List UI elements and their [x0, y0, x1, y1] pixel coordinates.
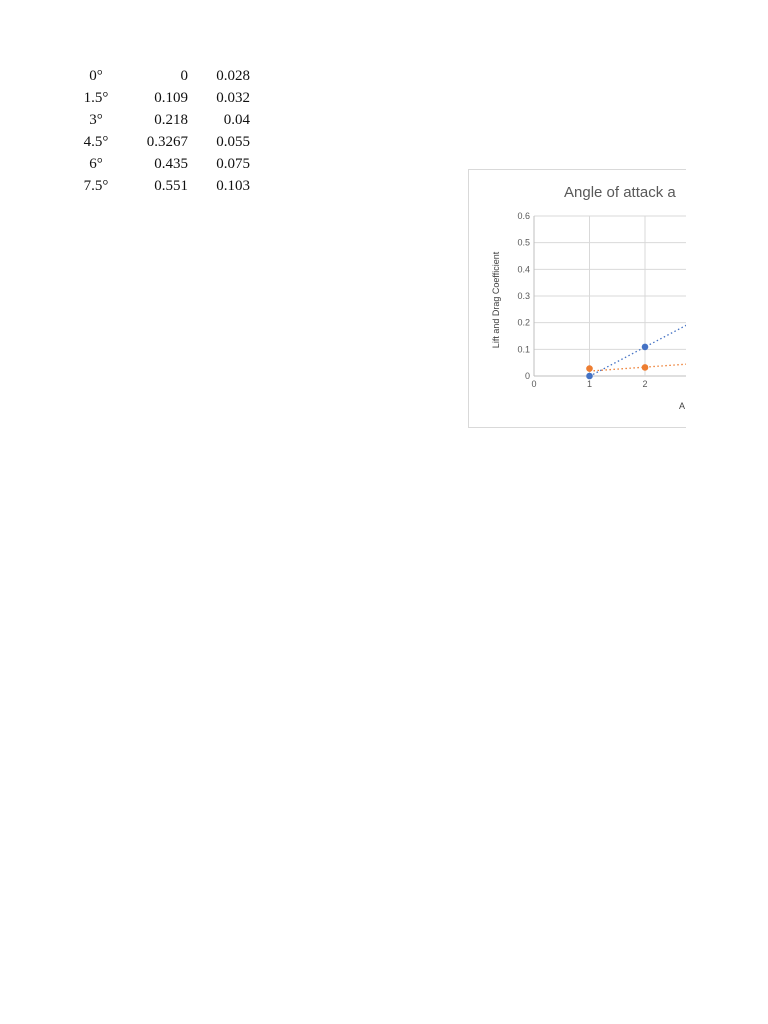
y-tick-label: 0.5 [517, 237, 530, 248]
chart-gridlines [534, 216, 686, 376]
series-0-trendline [590, 230, 687, 376]
y-tick-label: 0.2 [517, 317, 530, 328]
table-row [74, 65, 250, 87]
y-tick-label: 0.6 [517, 211, 530, 221]
angle-cell[interactable]: 7.5° [83, 178, 109, 194]
drag-cell[interactable]: 0.028 [216, 68, 250, 84]
x-tick-label: 2 [642, 379, 648, 389]
y-axis-title: Lift and Drag Coefficient [491, 251, 501, 349]
chart-tick-labels [517, 211, 647, 389]
x-tick-label: 0 [531, 379, 537, 389]
drag-cell[interactable]: 0.04 [223, 112, 250, 128]
chart-svg [469, 170, 686, 428]
lift-cell[interactable]: 0.3267 [146, 134, 188, 150]
angle-cell[interactable]: 1.5° [83, 90, 109, 106]
table-row [74, 153, 250, 175]
chart-title: Angle of attack a [564, 184, 676, 201]
y-tick-label: 0.3 [517, 291, 530, 301]
series-0-point[interactable] [586, 373, 593, 380]
angle-cell[interactable]: 4.5° [83, 134, 109, 150]
table-row [74, 175, 250, 197]
data-table-body [74, 65, 250, 197]
lift-cell[interactable]: 0.435 [154, 156, 188, 172]
table-row [74, 131, 250, 153]
lift-cell[interactable]: 0 [180, 68, 188, 84]
chart-series [586, 226, 686, 380]
lift-cell[interactable]: 0.109 [154, 90, 188, 106]
drag-cell[interactable]: 0.055 [216, 134, 250, 150]
series-0-point[interactable] [642, 344, 649, 351]
x-tick-label: 1 [586, 379, 593, 389]
drag-cell[interactable]: 0.032 [216, 90, 250, 106]
drag-cell[interactable]: 0.075 [216, 156, 250, 172]
chart-container[interactable] [468, 169, 686, 428]
lift-cell[interactable]: 0.551 [154, 178, 188, 194]
angle-cell[interactable]: 6° [89, 156, 103, 172]
drag-cell[interactable]: 0.103 [216, 178, 250, 194]
data-table [74, 65, 250, 197]
series-1-point[interactable] [586, 365, 593, 372]
x-axis-title: A [679, 401, 686, 411]
y-tick-label: 0 [524, 371, 530, 381]
table-row [74, 87, 250, 109]
lift-cell[interactable]: 0.218 [154, 112, 188, 128]
table-row [74, 109, 250, 131]
angle-cell[interactable]: 3° [89, 112, 103, 128]
y-tick-label: 0.4 [517, 264, 530, 275]
series-1-point[interactable] [642, 364, 649, 371]
angle-cell[interactable]: 0° [89, 68, 103, 84]
y-tick-label: 0.1 [517, 344, 530, 355]
